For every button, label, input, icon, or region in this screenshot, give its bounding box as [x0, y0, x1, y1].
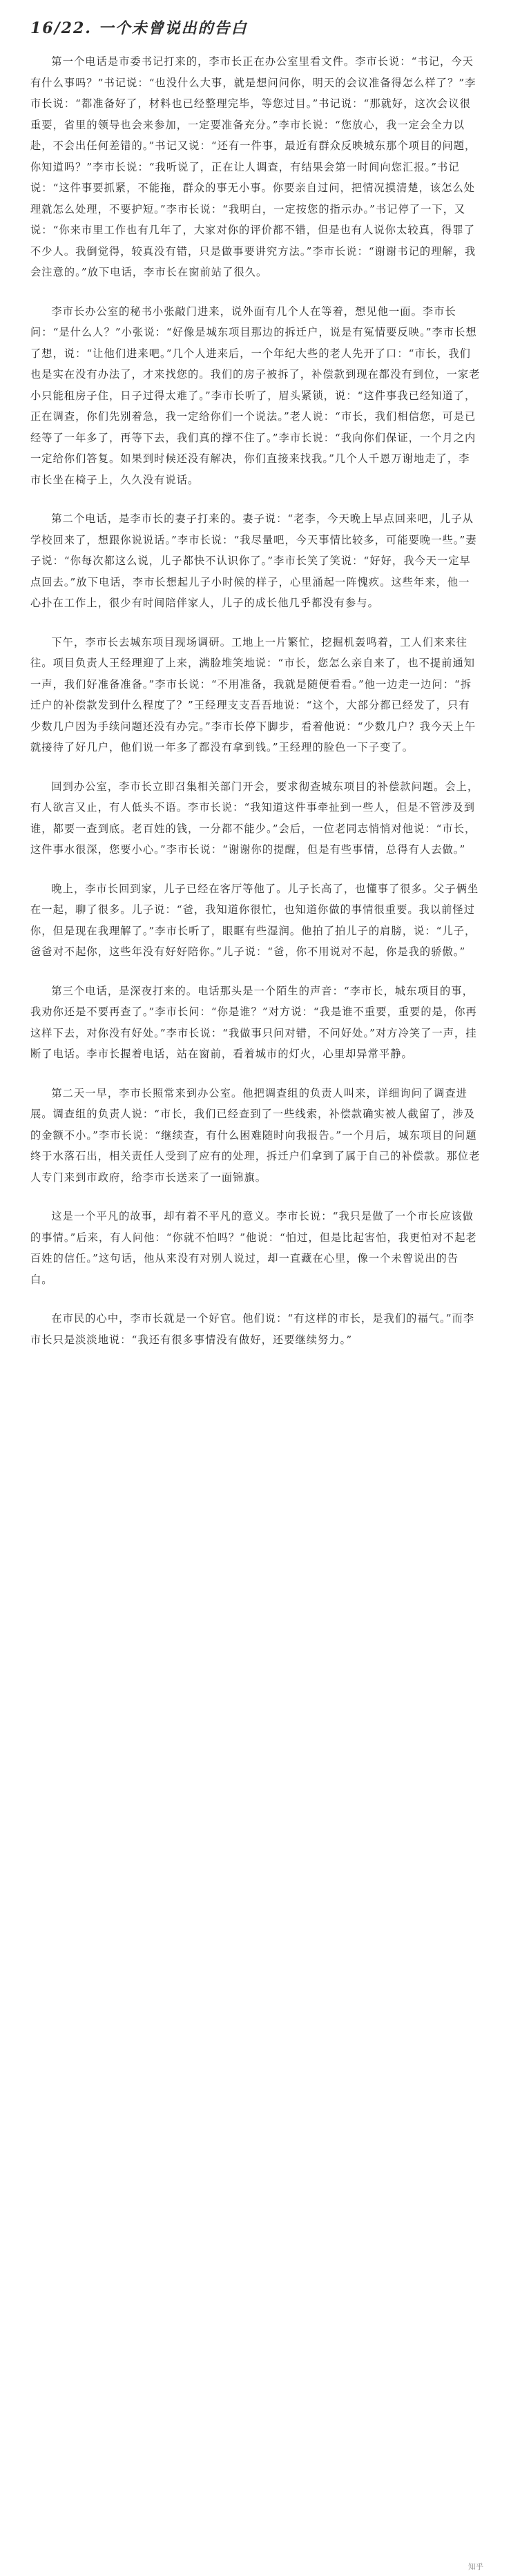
paragraph-8: 第二天一早，李市长照常来到办公室。他把调查组的负责人叫来，详细询问了调查进展。调查组的负责人说：“市长，我们已经查到了一些线索，补偿款确实被人截留了，涉及的金额不小。”李市长说：“继续查，有什么困难随时向我报告。”一个月后，城东项目的问题终于水落石出，相关责任人受到了应有的处理，拆迁户们拿到了属于自己的补偿款。那位老人专门来到市政府，给李市长送来了一面锦旗。	[30, 1086, 481, 1184]
paragraph-3: 第二个电话，是李市长的妻子打来的。妻子说：“老李，今天晚上早点回来吧，儿子从学校回来了，想跟你说说话。”李市长说：“我尽量吧，今天事情比较多，可能要晚一些。”妻子说：“你每次都这么说，儿子都快不认识你了。”李市长笑了笑说：“好好，我今天一定早点回去。”放下电话，李市长想起儿子小时候的样子，心里涌起一阵愧疚。这些年来，他一心扑在工作上，很少有时间陪伴家人，儿子的成长他几乎都没有参与。	[30, 512, 477, 609]
paragraph-1: 第一个电话是市委书记打来的，李市长正在办公室里看文件。李市长说：“书记，今天有什么事吗？”书记说：“也没什么大事，就是想问问你，明天的会议准备得怎么样了？”李市长说：“都准备好了，材料也已经整理完毕，等您过目。”书记说：“那就好，这次会议很重要，省里的领导也会来参加，一定要准备充分。”李市长说：“您放心，我一定会全力以赴，不会出任何差错的。”书记又说：“还有一件事，最近有群众反映城东那个项目的问题，你知道吗？”李市长说：“我听说了，正在让人调查，有结果会第一时间向您汇报。”书记说：“这件事要抓紧，不能拖，群众的事无小事。你要亲自过问，把情况摸清楚，该怎么处理就怎么处理，不要护短。”李市长说：“我明白，一定按您的指示办。”书记停了一下，又说：“你来市里工作也有几年了，大家对你的评价都不错，但是也有人说你太较真，得罪了不少人。我倒觉得，较真没有错，只是做事要讲究方法。”李市长说：“谢谢书记的理解，我会注意的。”放下电话，李市长在窗前站了很久。	[30, 55, 476, 278]
paragraph-10: 在市民的心中，李市长就是一个好官。他们说：“有这样的市长，是我们的福气。”而李市长只是淡淡地说：“我还有很多事情没有做好，还要继续努力。”	[30, 1312, 475, 1346]
paragraph-9: 这是一个平凡的故事，却有着不平凡的意义。李市长说：“我只是做了一个市长应该做的事情。”后来，有人问他：“你就不怕吗？”他说：“怕过，但是比起害怕，我更怕对不起老百姓的信任。”这句话，他从来没有对别人说过，却一直藏在心里，像一个未曾说出的告白。	[30, 1210, 477, 1286]
paragraph-5: 回到办公室，李市长立即召集相关部门开会，要求彻查城东项目的补偿款问题。会上，有人欲言又止，有人低头不语。李市长说：“我知道这件事牵扯到一些人，但是不管涉及到谁，都要一查到底。老百姓的钱，一分都不能少。”会后，一位老同志悄悄对他说：“市长，这件事水很深，您要小心。”李市长说：“谢谢你的提醒，但是有些事情，总得有人去做。”	[30, 780, 479, 856]
paragraph-2: 李市长办公室的秘书小张敲门进来，说外面有几个人在等着，想见他一面。李市长问：“是什么人？”小张说：“好像是城东项目那边的拆迁户，说是有冤情要反映。”李市长想了想，说：“让他们进来吧。”几个人进来后，一个年纪大些的老人先开了口：“市长，我们也是实在没有办法了，才来找您的。我们的房子被拆了，补偿款到现在都没有到位，一家老小只能租房子住，日子过得太难了。”李市长听了，眉头紧锁，说：“这件事我已经知道了，正在调查，你们先别着急，我一定给你们一个说法。”老人说：“市长，我们相信您，可是已经等了一年多了，再等下去，我们真的撑不住了。”李市长说：“我向你们保证，一个月之内一定给你们答复。如果到时候还没有解决，你们直接来找我。”几个人千恩万谢地走了，李市长坐在椅子上，久久没有说话。	[30, 305, 481, 486]
document-title: 16/22. 一个未曾说出的告白	[30, 19, 248, 37]
paragraph-6: 晚上，李市长回到家，儿子已经在客厅等他了。儿子长高了，也懂事了很多。父子俩坐在一起，聊了很多。儿子说：“爸，我知道你很忙，也知道你做的事情很重要。我以前怪过你，但是现在我理解了。”李市长听了，眼眶有些湿润。他拍了拍儿子的肩膀，说：“儿子，爸爸对不起你，这些年没有好好陪你。”儿子说：“爸，你不用说对不起，你是我的骄傲。”	[30, 882, 479, 958]
paragraph-7: 第三个电话，是深夜打来的。电话那头是一个陌生的声音：“李市长，城东项目的事，我劝你还是不要再查了。”李市长问：“你是谁？”对方说：“我是谁不重要，重要的是，你再这样下去，对你没有好处。”李市长说：“我做事只问对错，不问好处。”对方冷笑了一声，挂断了电话。李市长握着电话，站在窗前，看着城市的灯火，心里却异常平静。	[30, 984, 477, 1060]
page-footer: 知乎	[468, 2562, 483, 2571]
paragraph-4: 下午，李市长去城东项目现场调研。工地上一片繁忙，挖掘机轰鸣着，工人们来来往往。项目负责人王经理迎了上来，满脸堆笑地说：“市长，您怎么亲自来了，也不提前通知一声，我们好准备准备。”李市长说：“不用准备，我就是随便看看。”他一边走一边问：“拆迁户的补偿款发到什么程度了？”王经理支支吾吾地说：“这个，大部分都已经发了，只有少数几户因为手续问题还没有办完。”李市长停下脚步，看着他说：“少数几户？我今天上午就接待了好几户，他们说一年多了都没有拿到钱。”王经理的脸色一下子变了。	[30, 635, 476, 753]
